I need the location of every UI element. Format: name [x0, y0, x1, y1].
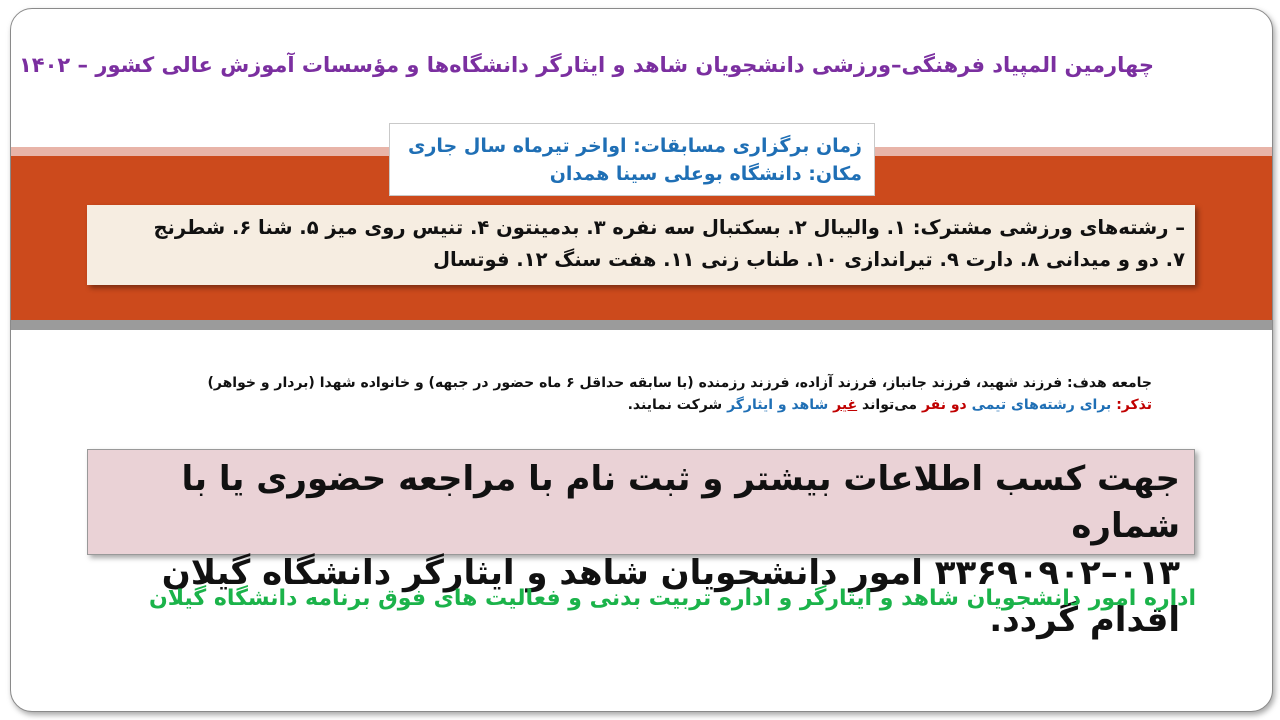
note-part-5: شاهد و ایثارگر — [727, 397, 829, 413]
slide — [10, 8, 1273, 712]
note-label: تذکر: — [1116, 397, 1152, 413]
note-part-3: می‌تواند — [862, 397, 918, 413]
target-group-line: جامعه هدف: فرزند شهید، فرزند جانباز، فرزند آزاده، فرزند رزمنده (با سابقه حداقل ۶ ماه حضور در جبهه) و خانواده شهدا (بردار و خواهر) — [207, 375, 1152, 391]
note-part-6: شرکت نمایند. — [627, 397, 723, 413]
note-part-4: غیر — [833, 397, 858, 413]
slide-title: چهارمین المپیاد فرهنگی–ورزشی دانشجویان شاهد و ایثارگر دانشگاه‌ها و مؤسسات آموزش عالی کشور – ۱۴۰۲ — [18, 53, 1154, 77]
contact-line-1: جهت کسب اطلاعات بیشتر و ثبت نام با مراجعه حضوری یا با شماره — [181, 459, 1180, 546]
sports-line-2: ۷. دو و میدانی ۸. دارت ۹. تیراندازی ۱۰. طناب زنی ۱۱. هفت سنگ ۱۲. فوتسال — [433, 248, 1185, 271]
note-part-2: دو نفر — [921, 397, 967, 413]
decorative-band-bottom — [11, 320, 1272, 330]
sports-list-box — [87, 205, 1195, 285]
time-line: زمان برگزاری مسابقات: اواخر تیرماه سال جاری — [408, 135, 862, 157]
contact-line-2: ۰۱۳–۳۳۶۹۰۹۰۲ امور دانشجویان شاهد و ایثارگر دانشگاه گیلان اقدام گردد. — [161, 553, 1180, 640]
note-line — [81, 394, 1152, 416]
notes-block — [81, 372, 1152, 416]
time-place-box — [389, 123, 875, 196]
note-part-1: برای رشته‌های تیمی — [971, 397, 1112, 413]
sports-line-1: – رشته‌های ورزشی مشترک: ۱. والیبال ۲. بسکتبال سه نفره ۳. بدمینتون ۴. تنیس روی میز ۵. شنا ۶. شطرنج — [153, 216, 1185, 239]
place-line: مکان: دانشگاه بوعلی سینا همدان — [549, 163, 862, 185]
footer-text: اداره امور دانشجویان شاهد و ایثارگر و اداره تربیت بدنی و فعالیت های فوق برنامه دانشگاه گیلان — [148, 586, 1196, 611]
